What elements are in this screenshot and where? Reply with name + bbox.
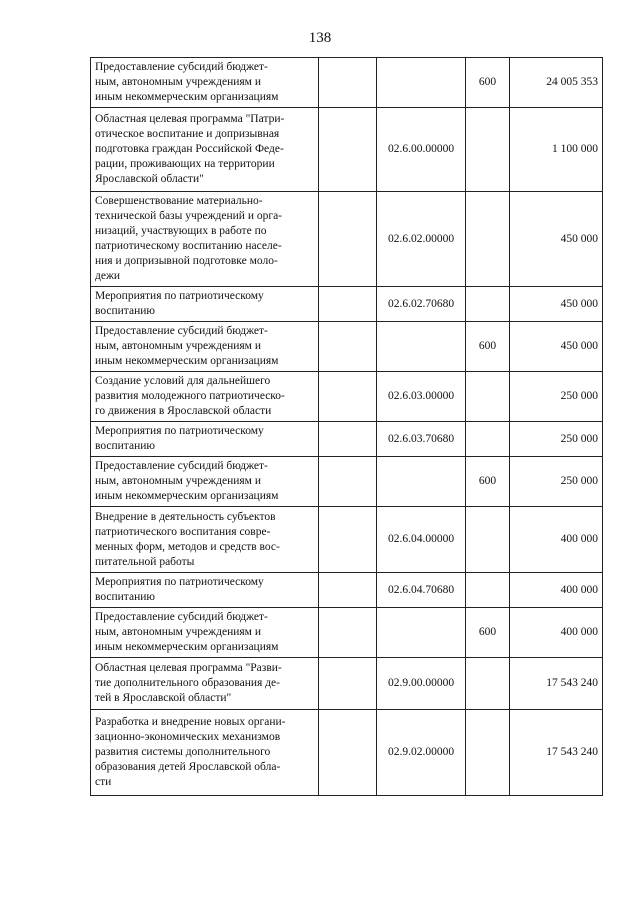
table-row xyxy=(91,58,603,108)
row-name-line: образования детей Ярославской обла- xyxy=(95,761,281,773)
row-name-line: Мероприятия по патриотическому xyxy=(95,425,264,437)
table-row xyxy=(91,608,603,658)
table-row xyxy=(91,573,603,608)
row-expense-type xyxy=(466,710,510,796)
row-name-line: Областная целевая программа "Патри- xyxy=(95,113,285,125)
row-target-code: 02.6.03.70680 xyxy=(377,422,466,457)
row-name-line: го движения в Ярославской области xyxy=(95,405,272,417)
row-name-line: иным некоммерческим организациям xyxy=(95,641,279,653)
row-empty-cell xyxy=(319,108,377,192)
row-name-line: иным некоммерческим организациям xyxy=(95,355,279,367)
row-expense-type: 600 xyxy=(466,608,510,658)
row-name-line: Ярославской области" xyxy=(95,173,204,185)
row-expense-type xyxy=(466,287,510,322)
row-amount: 24 005 353 xyxy=(510,58,603,108)
row-name-line: ным, автономным учреждениям и xyxy=(95,340,261,352)
row-expense-type: 600 xyxy=(466,322,510,372)
row-empty-cell xyxy=(319,658,377,710)
row-expense-type: 600 xyxy=(466,58,510,108)
table-row xyxy=(91,507,603,573)
row-empty-cell xyxy=(319,287,377,322)
row-target-code xyxy=(377,608,466,658)
budget-table xyxy=(90,57,603,796)
row-empty-cell xyxy=(319,422,377,457)
row-name-line: иным некоммерческим организациям xyxy=(95,91,279,103)
row-name-line: подготовка граждан Российской Феде- xyxy=(95,143,284,155)
row-name-line: Предоставление субсидий бюджет- xyxy=(95,460,268,472)
row-expense-type xyxy=(466,422,510,457)
row-name-line: дежи xyxy=(95,270,121,282)
row-name-line: зационно-экономических механизмов xyxy=(95,731,281,743)
row-amount: 17 543 240 xyxy=(510,710,603,796)
row-name-line: Областная целевая программа "Разви- xyxy=(95,662,282,674)
row-name-line: развития системы дополнительного xyxy=(95,746,271,758)
row-name-line: ным, автономным учреждениям и xyxy=(95,626,261,638)
row-name-line: развития молодежного патриотическо- xyxy=(95,390,285,402)
row-amount: 450 000 xyxy=(510,192,603,287)
row-name-line: патриотического воспитания совре- xyxy=(95,525,271,538)
row-empty-cell xyxy=(319,573,377,608)
row-target-code: 02.6.04.00000 xyxy=(377,507,466,573)
row-name xyxy=(91,710,319,796)
row-amount: 400 000 xyxy=(510,507,603,573)
row-name-line: Совершенствование материально- xyxy=(95,195,263,207)
row-name-line: отическое воспитание и допризывная xyxy=(95,128,280,140)
row-name xyxy=(91,422,319,457)
row-name xyxy=(91,322,319,372)
row-amount: 250 000 xyxy=(510,422,603,457)
table-row xyxy=(91,422,603,457)
row-empty-cell xyxy=(319,192,377,287)
row-amount: 450 000 xyxy=(510,287,603,322)
row-name-line: ния и допризывной подготовке моло- xyxy=(95,255,278,267)
row-name-line: воспитанию xyxy=(95,305,155,317)
row-target-code: 02.6.03.00000 xyxy=(377,372,466,422)
row-name-line: Создание условий для дальнейшего xyxy=(95,375,271,387)
row-target-code: 02.6.04.70680 xyxy=(377,573,466,608)
row-name-line: Предоставление субсидий бюджет- xyxy=(95,611,268,623)
row-name-line: ным, автономным учреждениям и xyxy=(95,76,261,88)
row-amount: 250 000 xyxy=(510,457,603,507)
row-amount: 400 000 xyxy=(510,608,603,658)
row-name xyxy=(91,287,319,322)
row-target-code xyxy=(377,58,466,108)
row-name xyxy=(91,573,319,608)
row-name-line: рации, проживающих на территории xyxy=(95,158,275,170)
row-target-code: 02.9.02.00000 xyxy=(377,710,466,796)
row-name-line: ным, автономным учреждениям и xyxy=(95,475,261,487)
row-name xyxy=(91,608,319,658)
row-name-line: Внедрение в деятельность субъектов xyxy=(95,510,276,523)
row-expense-type xyxy=(466,573,510,608)
row-name-line: тие дополнительного образования де- xyxy=(95,677,280,689)
row-name xyxy=(91,507,319,573)
row-expense-type xyxy=(466,372,510,422)
row-name-line: менных форм, методов и средств вос- xyxy=(95,540,280,553)
row-amount: 250 000 xyxy=(510,372,603,422)
row-expense-type xyxy=(466,507,510,573)
row-amount: 400 000 xyxy=(510,573,603,608)
row-name-line: сти xyxy=(95,776,112,788)
table-row xyxy=(91,457,603,507)
row-target-code xyxy=(377,457,466,507)
table-row xyxy=(91,108,603,192)
row-amount: 450 000 xyxy=(510,322,603,372)
row-target-code xyxy=(377,322,466,372)
table-row xyxy=(91,372,603,422)
table-row xyxy=(91,192,603,287)
table-row xyxy=(91,658,603,710)
row-name xyxy=(91,108,319,192)
table-row xyxy=(91,287,603,322)
row-name xyxy=(91,58,319,108)
row-target-code: 02.6.00.00000 xyxy=(377,108,466,192)
row-target-code: 02.6.02.00000 xyxy=(377,192,466,287)
row-name-line: Мероприятия по патриотическому xyxy=(95,576,264,588)
row-empty-cell xyxy=(319,507,377,573)
row-empty-cell xyxy=(319,608,377,658)
row-expense-type xyxy=(466,192,510,287)
budget-table-body xyxy=(91,58,603,796)
row-name xyxy=(91,372,319,422)
row-target-code: 02.6.02.70680 xyxy=(377,287,466,322)
row-expense-type: 600 xyxy=(466,457,510,507)
row-name-line: воспитанию xyxy=(95,440,155,452)
row-name-line: Предоставление субсидий бюджет- xyxy=(95,61,268,73)
row-name xyxy=(91,457,319,507)
page-number: 138 xyxy=(308,30,332,46)
row-name-line: низаций, участвующих в работе по xyxy=(95,225,267,237)
row-name-line: патриотическому воспитанию населе- xyxy=(95,240,282,252)
row-expense-type xyxy=(466,658,510,710)
row-empty-cell xyxy=(319,58,377,108)
row-name-line: иным некоммерческим организациям xyxy=(95,490,279,502)
table-row xyxy=(91,710,603,796)
row-empty-cell xyxy=(319,322,377,372)
table-row xyxy=(91,322,603,372)
row-amount: 1 100 000 xyxy=(510,108,603,192)
row-name-line: воспитанию xyxy=(95,591,155,603)
row-name-line: тей в Ярославской области" xyxy=(95,692,232,704)
row-amount: 17 543 240 xyxy=(510,658,603,710)
row-empty-cell xyxy=(319,710,377,796)
row-empty-cell xyxy=(319,457,377,507)
row-name-line: Разработка и внедрение новых органи- xyxy=(95,716,286,728)
row-target-code: 02.9.00.00000 xyxy=(377,658,466,710)
row-expense-type xyxy=(466,108,510,192)
row-name xyxy=(91,658,319,710)
row-name-line: Мероприятия по патриотическому xyxy=(95,290,264,302)
row-name-line: питательной работы xyxy=(95,555,195,568)
row-empty-cell xyxy=(319,372,377,422)
row-name-line: технической базы учреждений и орга- xyxy=(95,210,283,222)
row-name-line: Предоставление субсидий бюджет- xyxy=(95,325,268,337)
row-name xyxy=(91,192,319,287)
